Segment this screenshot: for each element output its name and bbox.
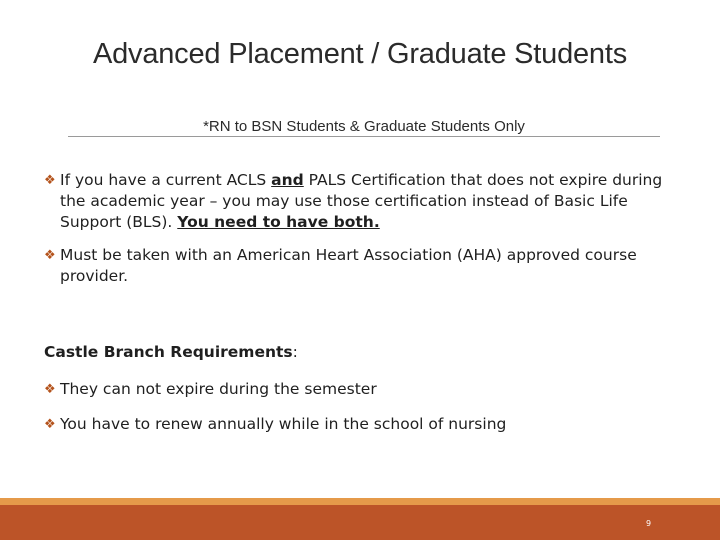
slide-title: Advanced Placement / Graduate Students — [92, 38, 628, 70]
castle-branch-item — [44, 379, 684, 400]
bullet-acls-pals — [44, 170, 684, 233]
bullet-text: Must be taken with an American Heart Association (AHA) approved course provider. — [60, 246, 637, 285]
diamond-bullet-icon: ❖ — [44, 173, 56, 188]
castle-branch-list — [44, 379, 684, 449]
page-number: 9 — [646, 519, 652, 528]
diamond-bullet-icon: ❖ — [44, 248, 56, 263]
castle-branch-heading-colon: : — [292, 343, 298, 361]
castle-branch-item-text: You have to renew annually while in the school of nursing — [60, 415, 507, 433]
footer-accent-line — [0, 498, 720, 505]
bullet-text-part1: If you have a current ACLS — [60, 171, 272, 189]
bullet-text-part2: PALS Certification that does not expire during the academic year – you may use those certification instead of Basic Life Support (BLS). — [60, 171, 663, 231]
castle-branch-item — [44, 414, 684, 435]
main-bullet-list — [44, 170, 684, 299]
diamond-bullet-icon: ❖ — [44, 382, 56, 397]
slide-subtitle: *RN to BSN Students & Graduate Students Only — [68, 118, 660, 137]
diamond-bullet-icon: ❖ — [44, 417, 56, 432]
bullet-text-and: and — [271, 171, 304, 189]
footer-band — [0, 505, 720, 540]
castle-branch-heading — [44, 343, 298, 361]
castle-branch-heading-text: Castle Branch Requirements — [44, 343, 293, 361]
bullet-text-emphasis: You need to have both. — [177, 213, 380, 231]
bullet-aha-provider — [44, 245, 684, 287]
castle-branch-item-text: They can not expire during the semester — [60, 380, 377, 398]
